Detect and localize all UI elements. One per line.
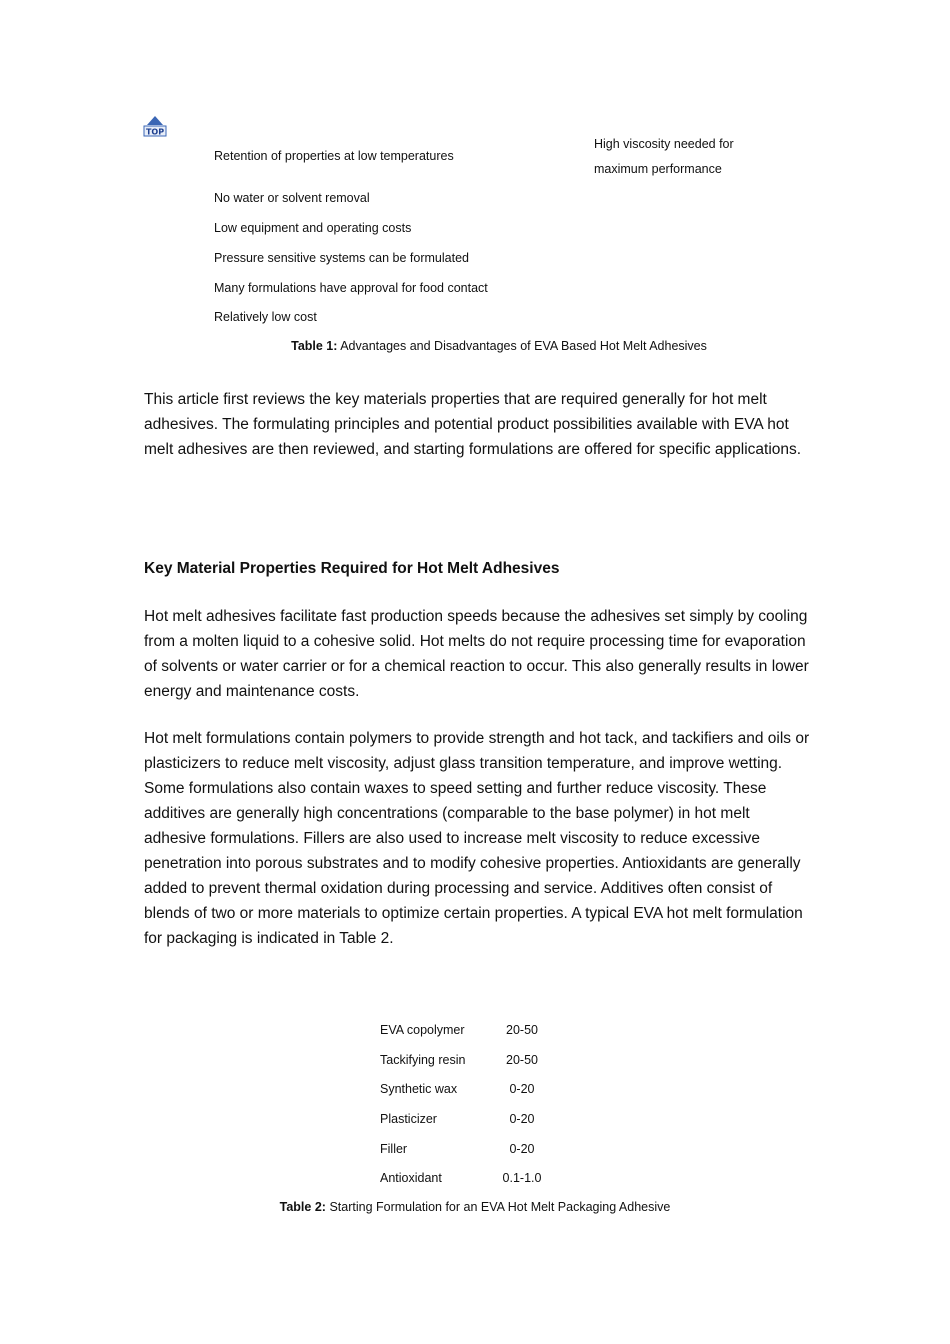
- advantage-item: Retention of properties at low temperatures: [214, 149, 454, 163]
- table-1-caption: [144, 338, 854, 354]
- top-arrow-icon: [142, 115, 168, 139]
- disadvantage-line: maximum performance: [594, 162, 722, 176]
- ingredient-name: Antioxidant: [380, 1171, 442, 1185]
- advantage-item: Pressure sensitive systems can be formulated: [214, 251, 469, 265]
- ingredient-value: 0-20: [509, 1142, 535, 1156]
- top-icon[interactable]: [142, 115, 168, 139]
- section-heading: Key Material Properties Required for Hot Melt Adhesives: [144, 560, 560, 577]
- table-2-caption-label: Table 2:: [279, 1200, 326, 1214]
- ingredient-value: 20-50: [506, 1023, 538, 1037]
- table-2-caption-text: Starting Formulation for an EVA Hot Melt Packaging Adhesive: [329, 1200, 671, 1214]
- paragraph-2: Hot melt formulations contain polymers to provide strength and hot tack, and tackifiers and oils or plasticizers to reduce melt viscosity, adjust glass transition temperature, and improve wetting. Some formulations also contain waxes to speed setting and further reduce viscosity. These additives are generally high concentrations (comparable to the base polymer) in hot melt adhesive formulations. Fillers are also used to increase melt viscosity to reduce excessive penetration into porous substrates and to modify cohesive properties. Antioxidants are generally added to prevent thermal oxidation during processing and service. Additives often consist of blends of two or more materials to optimize certain properties. A typical EVA hot melt formulation for packaging is indicated in Table 2.: [144, 730, 810, 947]
- advantage-item: No water or solvent removal: [214, 191, 370, 205]
- paragraph-1: Hot melt adhesives facilitate fast production speeds because the adhesives set simply by cooling from a molten liquid to a cohesive solid. Hot melts do not require processing time for evaporation of solvents or water carrier or for a chemical reaction to occur. This also generally results in lower energy and maintenance costs.: [144, 608, 809, 700]
- table-1-caption-text: Advantages and Disadvantages of EVA Based Hot Melt Adhesives: [340, 339, 707, 353]
- ingredient-name: Tackifying resin: [380, 1053, 466, 1067]
- ingredient-value: 0-20: [509, 1082, 535, 1096]
- ingredient-name: EVA copolymer: [380, 1023, 465, 1037]
- advantage-item: Many formulations have approval for food contact: [214, 281, 488, 295]
- ingredient-name: Plasticizer: [380, 1112, 437, 1126]
- table-1-caption-label: Table 1:: [291, 339, 338, 353]
- table-2-caption: [144, 1199, 806, 1215]
- ingredient-value: 0.1-1.0: [502, 1171, 542, 1185]
- advantage-item: Relatively low cost: [214, 310, 317, 324]
- disadvantage-line: High viscosity needed for: [594, 137, 734, 151]
- intro-paragraph: This article first reviews the key materials properties that are required generally for hot melt adhesives. The formulating principles and potential product possibilities available with EVA hot melt adhesives are then reviewed, and starting formulations are offered for specific applications.: [144, 391, 802, 458]
- ingredient-name: Filler: [380, 1142, 408, 1156]
- ingredient-value: 20-50: [506, 1053, 538, 1067]
- ingredient-name: Synthetic wax: [380, 1082, 458, 1096]
- svg-text:TOP: TOP: [145, 127, 165, 137]
- advantage-item: Low equipment and operating costs: [214, 221, 412, 235]
- ingredient-value: 0-20: [509, 1112, 535, 1126]
